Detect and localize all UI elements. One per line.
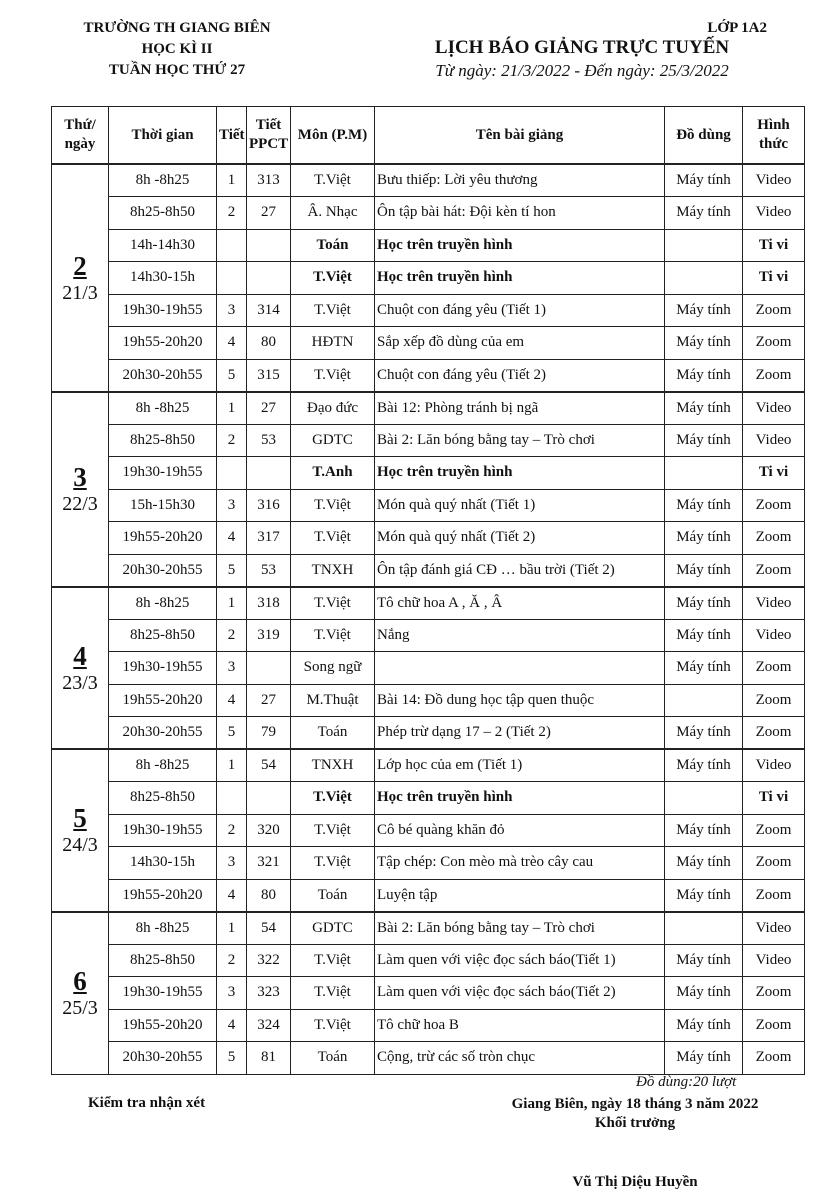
row-ppct: 54 xyxy=(247,912,291,945)
table-row xyxy=(52,944,805,977)
row-subject: Toán xyxy=(291,717,375,750)
row-time: 19h30-19h55 xyxy=(109,977,217,1010)
row-equipment: Máy tính xyxy=(665,327,743,360)
row-subject: M.Thuật xyxy=(291,684,375,717)
row-time: 8h25-8h50 xyxy=(109,424,217,457)
row-equipment: Máy tính xyxy=(665,554,743,587)
day-group-6 xyxy=(52,912,805,1075)
row-ppct: 317 xyxy=(247,522,291,555)
row-time: 20h30-20h55 xyxy=(109,554,217,587)
row-equipment: Máy tính xyxy=(665,1042,743,1075)
table-row xyxy=(52,847,805,880)
row-period: 1 xyxy=(217,164,247,197)
row-lesson: Phép trừ dạng 17 – 2 (Tiết 2) xyxy=(375,717,665,750)
row-lesson: Bài 12: Phòng tránh bị ngã xyxy=(375,392,665,425)
row-ppct: 53 xyxy=(247,554,291,587)
table-row xyxy=(52,457,805,490)
row-time: 20h30-20h55 xyxy=(109,359,217,392)
table-row xyxy=(52,554,805,587)
header-lesson: Tên bài giảng xyxy=(375,107,665,165)
table-row xyxy=(52,1042,805,1075)
row-subject: T.Việt xyxy=(291,262,375,295)
row-period: 5 xyxy=(217,1042,247,1075)
day-group-4 xyxy=(52,587,805,750)
table-row xyxy=(52,814,805,847)
row-ppct: 79 xyxy=(247,717,291,750)
table-row xyxy=(52,879,805,912)
row-subject: T.Việt xyxy=(291,782,375,815)
row-equipment: Máy tính xyxy=(665,197,743,230)
row-time: 20h30-20h55 xyxy=(109,717,217,750)
row-period: 1 xyxy=(217,392,247,425)
row-format: Video xyxy=(743,944,805,977)
row-format: Zoom xyxy=(743,717,805,750)
row-format: Video xyxy=(743,912,805,945)
row-equipment: Máy tính xyxy=(665,814,743,847)
table-row xyxy=(52,392,805,425)
row-subject: T.Việt xyxy=(291,944,375,977)
row-ppct: 321 xyxy=(247,847,291,880)
header-format: Hình thức xyxy=(743,107,805,165)
row-time: 14h30-15h xyxy=(109,262,217,295)
row-format: Video xyxy=(743,197,805,230)
row-subject: T.Việt xyxy=(291,359,375,392)
day-number: 6 xyxy=(73,966,87,996)
row-equipment: Máy tính xyxy=(665,619,743,652)
row-subject: HĐTN xyxy=(291,327,375,360)
header-time: Thời gian xyxy=(109,107,217,165)
row-period: 5 xyxy=(217,717,247,750)
day-date: 24/3 xyxy=(62,834,98,857)
day-number: 5 xyxy=(73,803,87,834)
table-row xyxy=(52,262,805,295)
row-subject: T.Việt xyxy=(291,489,375,522)
row-subject: GDTC xyxy=(291,912,375,945)
row-period: 2 xyxy=(217,619,247,652)
row-format: Video xyxy=(743,392,805,425)
row-lesson: Cộng, trừ các số tròn chục xyxy=(375,1042,665,1075)
school-name: TRƯỜNG TH GIANG BIÊN xyxy=(83,20,271,36)
table-row xyxy=(52,294,805,327)
row-period: 2 xyxy=(217,424,247,457)
row-format: Zoom xyxy=(743,977,805,1010)
row-period: 3 xyxy=(217,847,247,880)
table-row xyxy=(52,197,805,230)
row-time: 19h30-19h55 xyxy=(109,294,217,327)
row-format: Video xyxy=(743,587,805,620)
row-period xyxy=(217,457,247,490)
row-format: Ti vi xyxy=(743,229,805,262)
table-row xyxy=(52,652,805,685)
row-ppct: 80 xyxy=(247,879,291,912)
day-number: 2 xyxy=(73,250,87,281)
row-ppct: 323 xyxy=(247,977,291,1010)
schedule-table xyxy=(51,106,805,1075)
row-ppct: 314 xyxy=(247,294,291,327)
row-time: 15h-15h30 xyxy=(109,489,217,522)
row-period: 5 xyxy=(217,359,247,392)
row-ppct xyxy=(247,229,291,262)
row-equipment: Máy tính xyxy=(665,489,743,522)
header-period: Tiết xyxy=(217,107,247,165)
row-period: 1 xyxy=(217,749,247,782)
row-format: Zoom xyxy=(743,327,805,360)
row-lesson: Ôn tập bài hát: Đội kèn tí hon xyxy=(375,197,665,230)
row-equipment: Máy tính xyxy=(665,652,743,685)
row-time: 8h -8h25 xyxy=(109,587,217,620)
row-equipment: Máy tính xyxy=(665,847,743,880)
row-subject: T.Việt xyxy=(291,522,375,555)
day-cell xyxy=(52,164,109,392)
row-equipment: Máy tính xyxy=(665,164,743,197)
row-period: 4 xyxy=(217,1009,247,1042)
row-ppct: 27 xyxy=(247,684,291,717)
table-header xyxy=(52,107,805,165)
row-format: Zoom xyxy=(743,554,805,587)
day-date: 23/3 xyxy=(62,671,98,694)
row-lesson: Tô chữ hoa A , Ă , Â xyxy=(375,587,665,620)
row-lesson: Tô chữ hoa B xyxy=(375,1009,665,1042)
row-equipment xyxy=(665,229,743,262)
row-format: Zoom xyxy=(743,652,805,685)
row-lesson: Món quà quý nhất (Tiết 1) xyxy=(375,489,665,522)
header-equipment: Đồ dùng xyxy=(665,107,743,165)
table-row xyxy=(52,522,805,555)
row-ppct: 320 xyxy=(247,814,291,847)
class-label: LỚP 1A2 xyxy=(707,20,767,36)
table-row xyxy=(52,619,805,652)
row-period: 2 xyxy=(217,944,247,977)
row-time: 14h-14h30 xyxy=(109,229,217,262)
row-ppct: 315 xyxy=(247,359,291,392)
row-time: 19h55-20h20 xyxy=(109,327,217,360)
row-period: 3 xyxy=(217,294,247,327)
row-ppct: 319 xyxy=(247,619,291,652)
row-ppct: 318 xyxy=(247,587,291,620)
row-ppct: 316 xyxy=(247,489,291,522)
day-number: 4 xyxy=(73,640,87,671)
row-period: 5 xyxy=(217,554,247,587)
row-lesson: Học trên truyền hình xyxy=(375,782,665,815)
row-subject: T.Việt xyxy=(291,164,375,197)
row-equipment: Máy tính xyxy=(665,587,743,620)
row-format: Ti vi xyxy=(743,262,805,295)
row-format: Video xyxy=(743,164,805,197)
row-time: 8h25-8h50 xyxy=(109,197,217,230)
row-lesson: Ôn tập đánh giá CĐ … bầu trời (Tiết 2) xyxy=(375,554,665,587)
table-row xyxy=(52,327,805,360)
row-subject: Toán xyxy=(291,879,375,912)
row-ppct xyxy=(247,652,291,685)
row-period: 2 xyxy=(217,197,247,230)
row-time: 8h -8h25 xyxy=(109,392,217,425)
row-format: Video xyxy=(743,619,805,652)
row-format: Zoom xyxy=(743,847,805,880)
table-row xyxy=(52,489,805,522)
row-lesson: Bài 2: Lăn bóng bằng tay – Trò chơi xyxy=(375,424,665,457)
row-equipment xyxy=(665,782,743,815)
row-lesson: Bài 2: Lăn bóng bằng tay – Trò chơi xyxy=(375,912,665,945)
day-group-3 xyxy=(52,392,805,587)
row-time: 19h55-20h20 xyxy=(109,879,217,912)
row-lesson: Chuột con đáng yêu (Tiết 1) xyxy=(375,294,665,327)
signer-role: Khối trưởng xyxy=(594,1115,676,1131)
row-equipment: Máy tính xyxy=(665,294,743,327)
table-row xyxy=(52,684,805,717)
row-ppct: 54 xyxy=(247,749,291,782)
row-subject: T.Việt xyxy=(291,619,375,652)
day-cell xyxy=(52,392,109,587)
row-subject: Toán xyxy=(291,1042,375,1075)
row-lesson: Học trên truyền hình xyxy=(375,457,665,490)
row-lesson: Làm quen với việc đọc sách báo(Tiết 1) xyxy=(375,944,665,977)
row-ppct: 313 xyxy=(247,164,291,197)
row-time: 8h -8h25 xyxy=(109,164,217,197)
row-time: 8h -8h25 xyxy=(109,749,217,782)
row-subject: T.Việt xyxy=(291,977,375,1010)
row-format: Zoom xyxy=(743,684,805,717)
table-row xyxy=(52,229,805,262)
signer-name: Vũ Thị Diệu Huyền xyxy=(572,1174,698,1190)
signature-block xyxy=(470,1095,800,1133)
row-period: 4 xyxy=(217,327,247,360)
row-lesson: Luyện tập xyxy=(375,879,665,912)
row-lesson: Bưu thiếp: Lời yêu thương xyxy=(375,164,665,197)
row-period: 1 xyxy=(217,912,247,945)
header-ppct: Tiết PPCT xyxy=(247,107,291,165)
row-equipment: Máy tính xyxy=(665,1009,743,1042)
row-equipment xyxy=(665,912,743,945)
row-period xyxy=(217,262,247,295)
row-ppct xyxy=(247,457,291,490)
row-format: Zoom xyxy=(743,522,805,555)
row-time: 8h25-8h50 xyxy=(109,782,217,815)
header-day: Thứ/ ngày xyxy=(52,107,109,165)
page-title: LỊCH BÁO GIẢNG TRỰC TUYẾN xyxy=(434,37,730,58)
row-ppct: 81 xyxy=(247,1042,291,1075)
day-cell xyxy=(52,749,109,912)
row-period: 4 xyxy=(217,879,247,912)
row-period: 4 xyxy=(217,684,247,717)
review-label: Kiểm tra nhận xét xyxy=(88,1095,206,1111)
row-period: 3 xyxy=(217,652,247,685)
row-subject: GDTC xyxy=(291,424,375,457)
row-subject: T.Việt xyxy=(291,814,375,847)
table-row xyxy=(52,717,805,750)
row-equipment: Máy tính xyxy=(665,749,743,782)
day-group-2 xyxy=(52,164,805,392)
row-time: 19h30-19h55 xyxy=(109,652,217,685)
row-ppct: 53 xyxy=(247,424,291,457)
row-time: 8h25-8h50 xyxy=(109,944,217,977)
day-date: 21/3 xyxy=(62,281,98,304)
row-subject: T.Việt xyxy=(291,847,375,880)
row-period: 3 xyxy=(217,977,247,1010)
row-ppct: 27 xyxy=(247,392,291,425)
row-time: 19h55-20h20 xyxy=(109,1009,217,1042)
table-row xyxy=(52,424,805,457)
row-format: Video xyxy=(743,424,805,457)
place-date: Giang Biên, ngày 18 tháng 3 năm 2022 xyxy=(511,1096,759,1112)
row-lesson: Học trên truyền hình xyxy=(375,229,665,262)
row-format: Video xyxy=(743,749,805,782)
row-subject: Đạo đức xyxy=(291,392,375,425)
row-time: 19h30-19h55 xyxy=(109,814,217,847)
row-subject: T.Việt xyxy=(291,587,375,620)
row-subject: TNXH xyxy=(291,554,375,587)
row-ppct: 324 xyxy=(247,1009,291,1042)
row-period xyxy=(217,782,247,815)
row-subject: Song ngữ xyxy=(291,652,375,685)
table-row xyxy=(52,164,805,197)
day-date: 22/3 xyxy=(62,493,98,515)
row-equipment: Máy tính xyxy=(665,944,743,977)
week-label: TUẦN HỌC THỨ 27 xyxy=(108,62,246,78)
row-equipment xyxy=(665,262,743,295)
row-lesson: Nắng xyxy=(375,619,665,652)
row-lesson: Cô bé quàng khăn đỏ xyxy=(375,814,665,847)
row-format: Zoom xyxy=(743,1009,805,1042)
row-period: 4 xyxy=(217,522,247,555)
table-row xyxy=(52,782,805,815)
row-ppct: 27 xyxy=(247,197,291,230)
row-equipment: Máy tính xyxy=(665,717,743,750)
row-lesson: Món quà quý nhất (Tiết 2) xyxy=(375,522,665,555)
row-lesson: Lớp học của em (Tiết 1) xyxy=(375,749,665,782)
row-period: 3 xyxy=(217,489,247,522)
row-period xyxy=(217,229,247,262)
row-format: Ti vi xyxy=(743,457,805,490)
row-equipment: Máy tính xyxy=(665,424,743,457)
row-lesson: Tập chép: Con mèo mà trèo cây cau xyxy=(375,847,665,880)
row-format: Zoom xyxy=(743,879,805,912)
row-format: Zoom xyxy=(743,489,805,522)
row-time: 14h30-15h xyxy=(109,847,217,880)
row-format: Zoom xyxy=(743,294,805,327)
row-equipment: Máy tính xyxy=(665,977,743,1010)
row-lesson: Chuột con đáng yêu (Tiết 2) xyxy=(375,359,665,392)
row-equipment: Máy tính xyxy=(665,879,743,912)
row-subject: T.Việt xyxy=(291,294,375,327)
school-header xyxy=(62,18,292,81)
row-equipment: Máy tính xyxy=(665,522,743,555)
row-equipment xyxy=(665,457,743,490)
table-row xyxy=(52,359,805,392)
row-subject: Toán xyxy=(291,229,375,262)
row-time: 20h30-20h55 xyxy=(109,1042,217,1075)
row-period: 2 xyxy=(217,814,247,847)
day-date: 25/3 xyxy=(62,997,98,1019)
row-equipment: Máy tính xyxy=(665,392,743,425)
table-row xyxy=(52,1009,805,1042)
row-time: 19h30-19h55 xyxy=(109,457,217,490)
row-format: Zoom xyxy=(743,1042,805,1075)
day-number: 3 xyxy=(73,462,87,492)
row-lesson xyxy=(375,652,665,685)
row-subject: T.Anh xyxy=(291,457,375,490)
table-row xyxy=(52,749,805,782)
row-subject: TNXH xyxy=(291,749,375,782)
table-row xyxy=(52,587,805,620)
row-equipment: Máy tính xyxy=(665,359,743,392)
row-time: 8h -8h25 xyxy=(109,912,217,945)
day-cell xyxy=(52,587,109,750)
row-lesson: Bài 14: Đồ dung học tập quen thuộc xyxy=(375,684,665,717)
row-format: Zoom xyxy=(743,814,805,847)
header-subject: Môn (P.M) xyxy=(291,107,375,165)
row-ppct xyxy=(247,262,291,295)
row-time: 8h25-8h50 xyxy=(109,619,217,652)
table-row xyxy=(52,977,805,1010)
row-ppct: 322 xyxy=(247,944,291,977)
equipment-note: Đồ dùng:20 lượt xyxy=(636,1074,737,1090)
row-lesson: Làm quen với việc đọc sách báo(Tiết 2) xyxy=(375,977,665,1010)
row-lesson: Học trên truyền hình xyxy=(375,262,665,295)
row-time: 19h55-20h20 xyxy=(109,522,217,555)
row-time: 19h55-20h20 xyxy=(109,684,217,717)
date-range: Từ ngày: 21/3/2022 - Đến ngày: 25/3/2022 xyxy=(435,61,729,80)
row-format: Zoom xyxy=(743,359,805,392)
row-equipment xyxy=(665,684,743,717)
row-subject: T.Việt xyxy=(291,1009,375,1042)
row-format: Ti vi xyxy=(743,782,805,815)
row-lesson: Sắp xếp đồ dùng của em xyxy=(375,327,665,360)
row-period: 1 xyxy=(217,587,247,620)
semester-label: HỌC KÌ II xyxy=(141,41,213,57)
table-row xyxy=(52,912,805,945)
day-cell xyxy=(52,912,109,1075)
day-group-5 xyxy=(52,749,805,912)
row-ppct xyxy=(247,782,291,815)
row-subject: Â. Nhạc xyxy=(291,197,375,230)
row-ppct: 80 xyxy=(247,327,291,360)
